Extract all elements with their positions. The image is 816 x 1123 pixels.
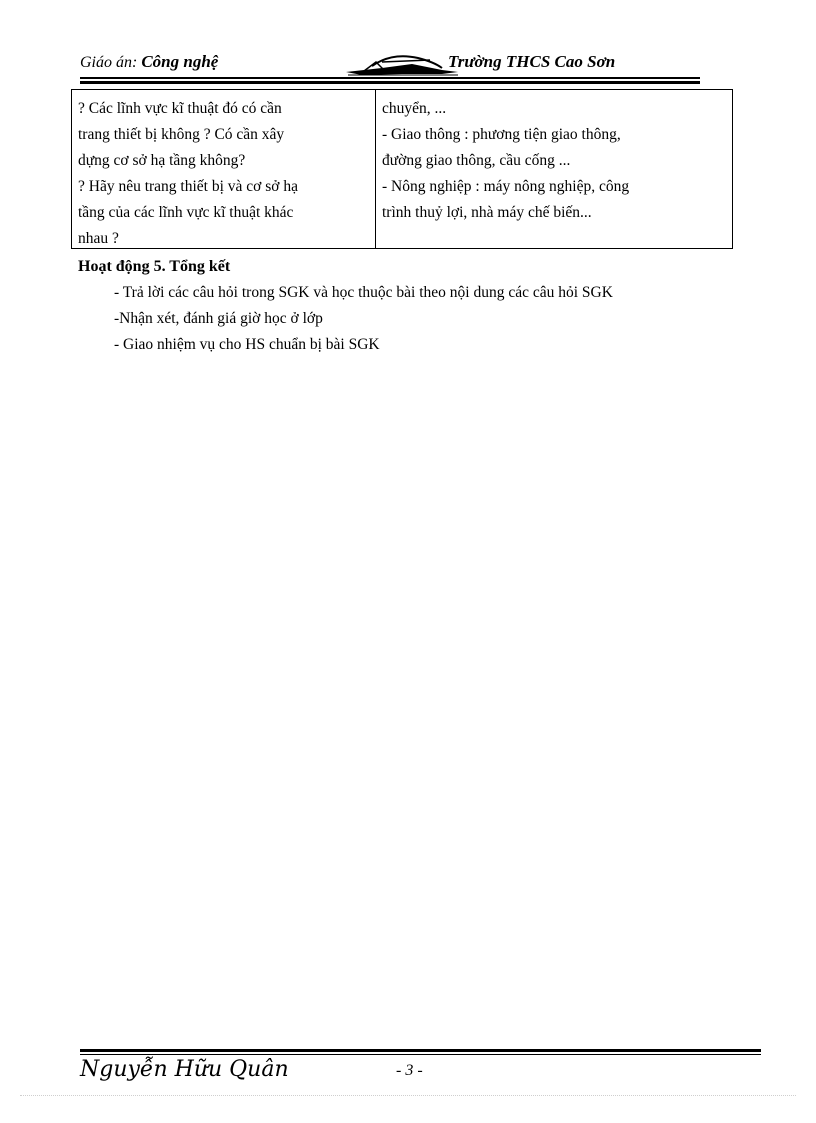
left-line: ? Các lĩnh vực kĩ thuật đó có cần bbox=[78, 100, 282, 117]
activity-title: Hoạt động 5. Tổng kết bbox=[78, 258, 231, 275]
activity-section bbox=[78, 258, 738, 358]
left-line: tầng của các lĩnh vực kĩ thuật khác bbox=[78, 204, 294, 221]
header-rule-thick bbox=[80, 81, 700, 84]
right-line: chuyển, ... bbox=[382, 100, 447, 117]
header-rule-thin bbox=[80, 77, 700, 79]
right-line: - Giao thông : phương tiện giao thông, bbox=[382, 126, 621, 143]
right-line: đường giao thông, cầu cống ... bbox=[382, 152, 571, 169]
header-prefix: Giáo án bbox=[80, 54, 132, 71]
footer-rule-thin bbox=[80, 1054, 761, 1055]
left-line: ? Hãy nêu trang thiết bị và cơ sở hạ bbox=[78, 178, 298, 195]
page-header bbox=[80, 48, 700, 84]
bottom-dotted-border bbox=[20, 1095, 796, 1096]
header-colon: : bbox=[132, 54, 138, 71]
content-table bbox=[71, 89, 733, 249]
activity-item: - Giao nhiệm vụ cho HS chuẩn bị bài SGK bbox=[114, 336, 380, 353]
activity-item: -Nhận xét, đánh giá giờ học ở lớp bbox=[114, 310, 323, 327]
left-line: nhau ? bbox=[78, 230, 119, 247]
left-line: trang thiết bị không ? Có cần xây bbox=[78, 126, 285, 143]
page-number: - 3 - bbox=[396, 1062, 423, 1079]
header-subject: Công nghệ bbox=[141, 52, 219, 71]
pen-logo-icon bbox=[342, 48, 462, 78]
footer-author: Nguyễn Hữu Quân bbox=[80, 1057, 289, 1082]
right-line: - Nông nghiệp : máy nông nghiệp, công bbox=[382, 178, 630, 195]
header-school: Trường THCS Cao Sơn bbox=[448, 52, 616, 71]
table-right-cell bbox=[376, 90, 732, 248]
table-left-cell bbox=[72, 90, 376, 248]
left-line: dựng cơ sở hạ tầng không? bbox=[78, 152, 246, 169]
right-line: trình thuỷ lợi, nhà máy chế biến... bbox=[382, 204, 592, 221]
header-lesson-plan bbox=[80, 52, 218, 72]
footer-rule-thick bbox=[80, 1049, 761, 1052]
activity-item: - Trả lời các câu hỏi trong SGK và học thuộc bài theo nội dung các câu hỏi SGK bbox=[114, 284, 613, 301]
